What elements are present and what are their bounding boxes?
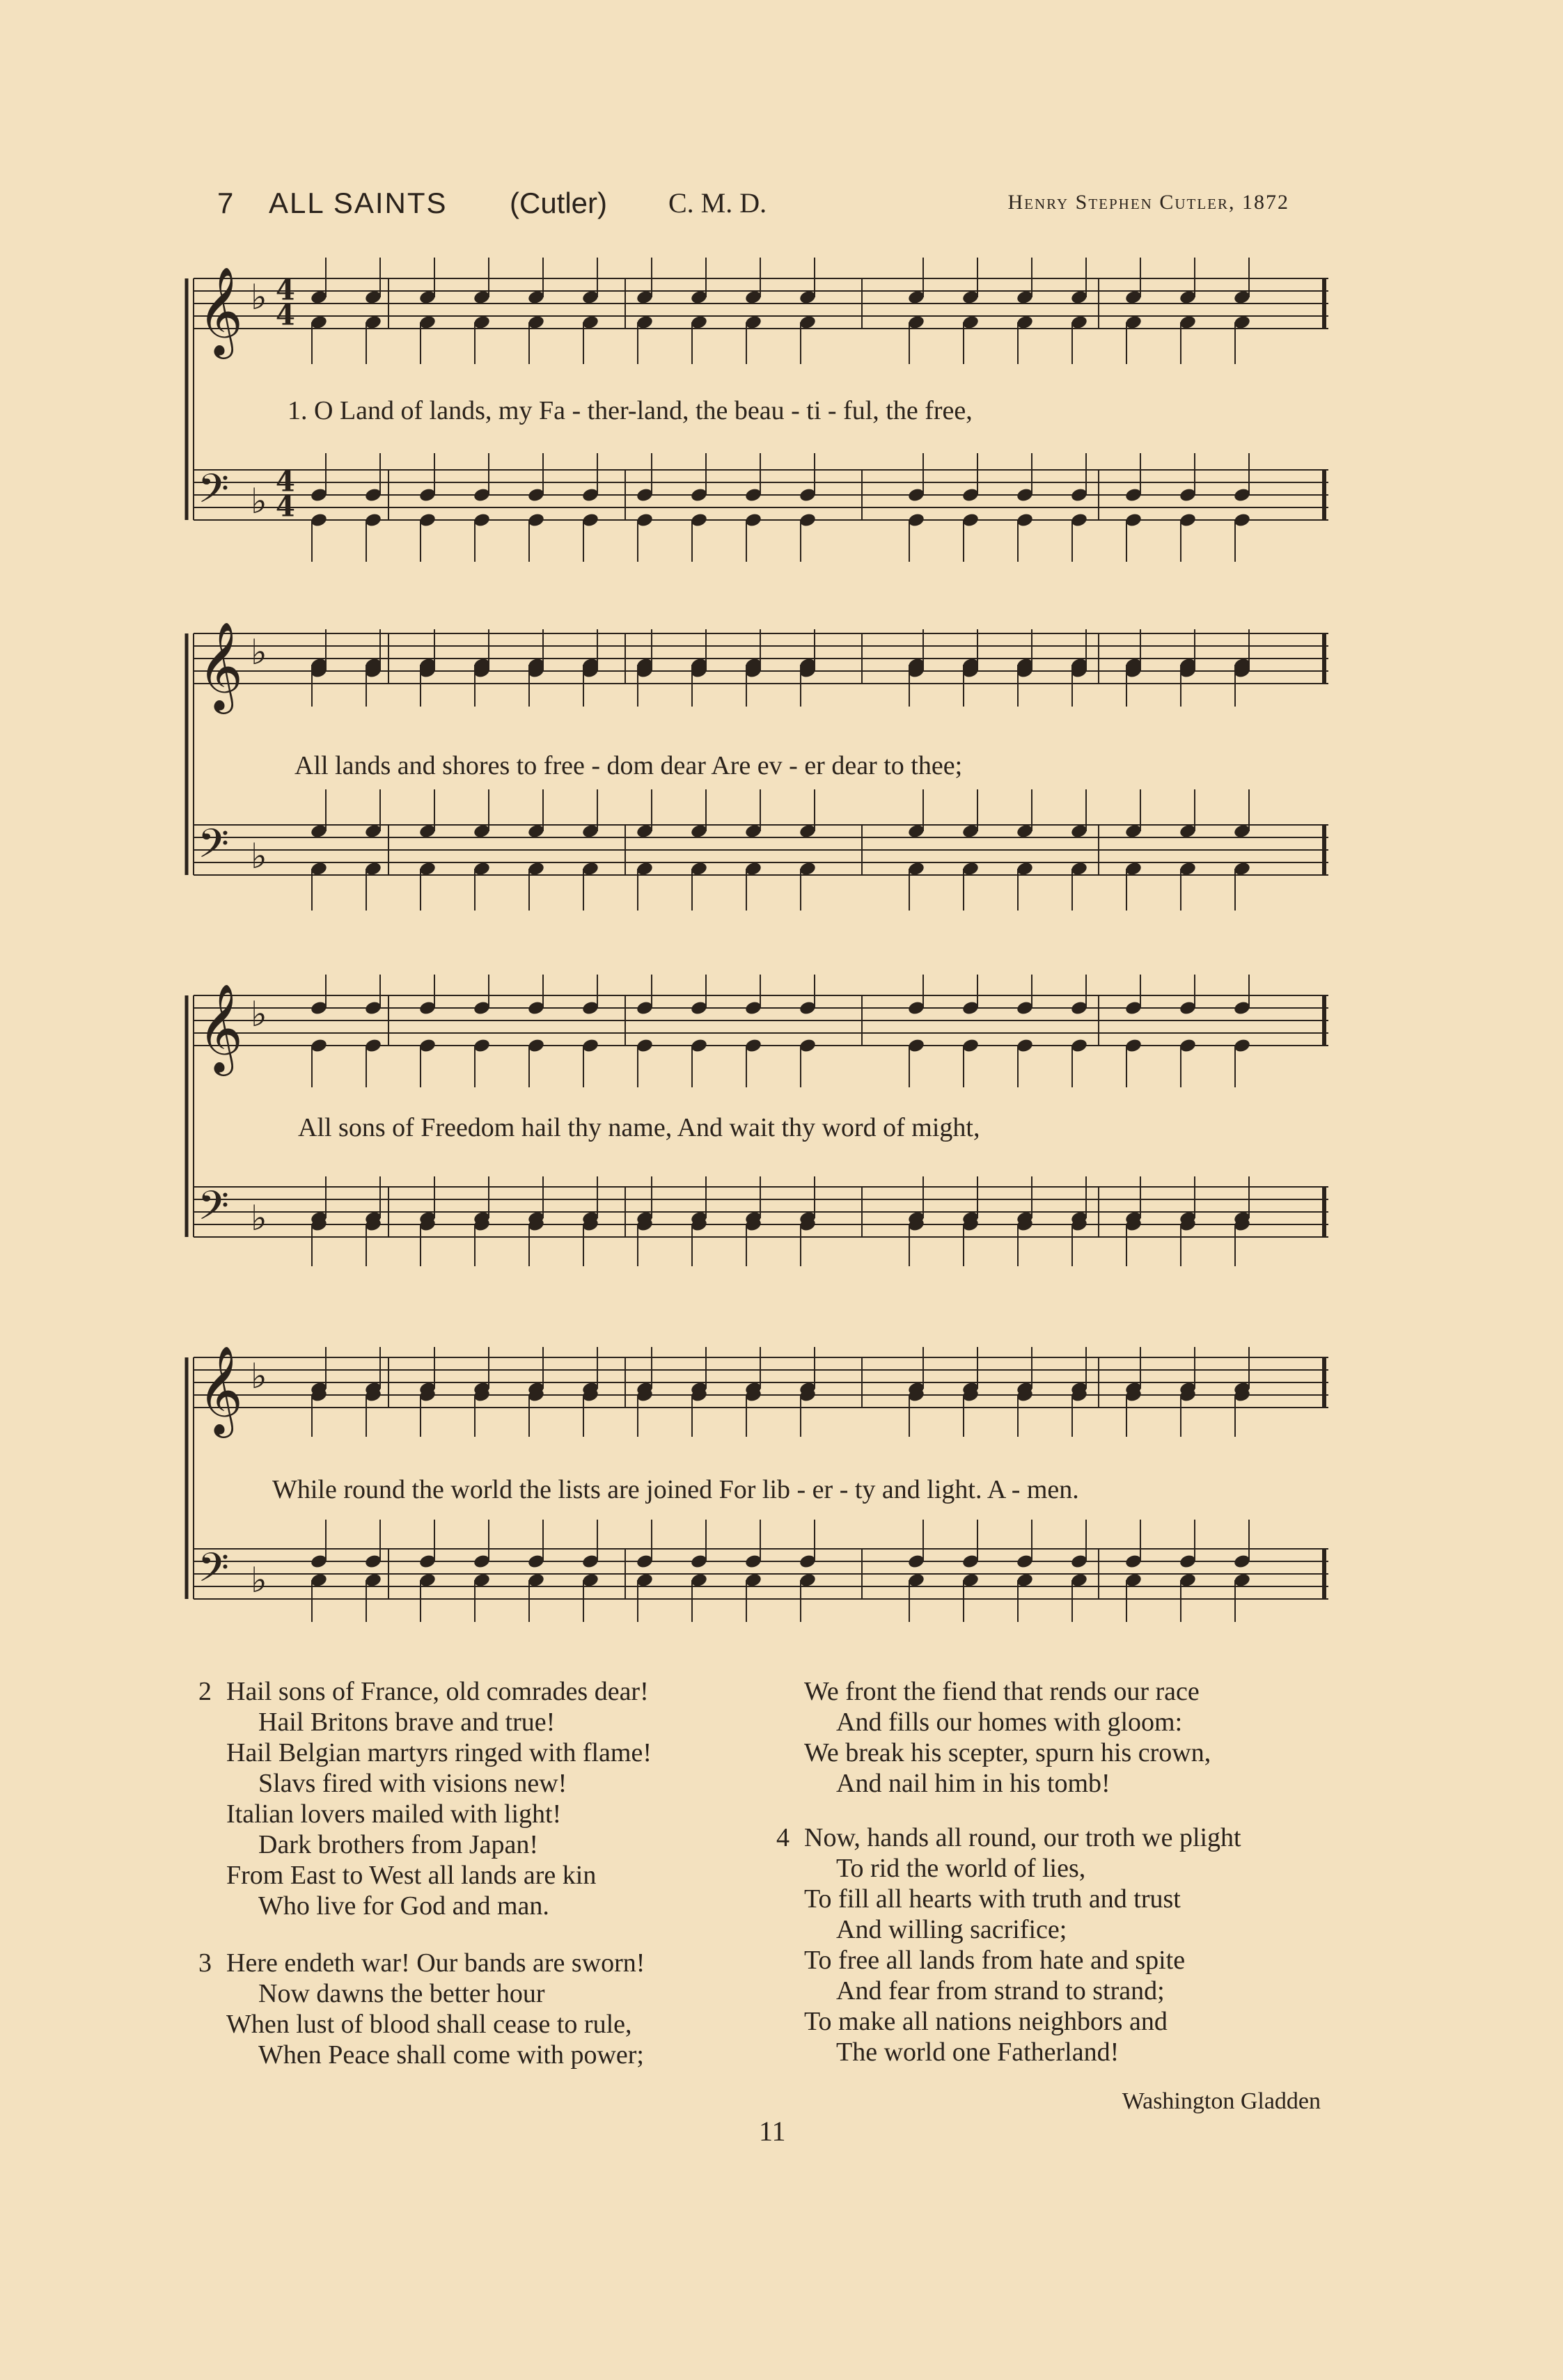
verse-line: To free all lands from hate and spite <box>804 1946 1186 1975</box>
svg-text:♭: ♭ <box>251 1356 267 1396</box>
svg-text:𝄢: 𝄢 <box>198 465 230 522</box>
stanza-3-lines <box>198 1948 645 2070</box>
verse-line: We break his scepter, spurn his crown, <box>804 1738 1211 1767</box>
svg-text:♭: ♭ <box>251 836 267 876</box>
verse-line: And willing sacrifice; <box>836 1915 1067 1944</box>
verse-number: 2 <box>198 1677 212 1706</box>
svg-text:4: 4 <box>276 465 295 498</box>
svg-text:4: 4 <box>276 490 295 523</box>
verse-line: And nail him in his tomb! <box>836 1769 1110 1798</box>
svg-text:♭: ♭ <box>251 632 267 672</box>
verse-line: When Peace shall come with power; <box>258 2040 644 2070</box>
lyric-line-4: While round the world the lists are joined For lib - er - ty and light. A - men. <box>272 1475 1079 1504</box>
svg-text:4: 4 <box>276 299 295 332</box>
tune-name: ALL SAINTS <box>269 187 448 219</box>
svg-text:𝄢: 𝄢 <box>198 820 230 877</box>
verse-line: And fear from strand to strand; <box>836 1976 1165 2005</box>
svg-text:♭: ♭ <box>251 277 267 317</box>
verse-line: When lust of blood shall cease to rule, <box>226 2010 632 2039</box>
composer-full: Henry Stephen Cutler, 1872 <box>1007 191 1289 214</box>
verse-line: To make all nations neighbors and <box>804 2007 1168 2036</box>
verse-line: Now dawns the better hour <box>258 1979 545 2008</box>
verse-number: 4 <box>776 1823 790 1852</box>
stanza-2-lines <box>198 1676 652 1921</box>
svg-text:𝄢: 𝄢 <box>198 1544 230 1601</box>
verse-number: 3 <box>198 1948 212 1978</box>
stanza-3b-lines <box>804 1676 1211 1799</box>
svg-text:𝄞: 𝄞 <box>198 621 244 710</box>
verse-line: Hail Britons brave and true! <box>258 1708 556 1737</box>
verse-line: Now, hands all round, our troth we plight <box>804 1823 1241 1852</box>
verse-line: Italian lovers mailed with light! <box>226 1799 562 1829</box>
verse-line: Here endeth war! Our bands are sworn! <box>226 1948 645 1978</box>
verse-line: Dark brothers from Japan! <box>258 1830 539 1859</box>
meter: C. M. D. <box>668 187 767 219</box>
verse-line: Who live for God and man. <box>258 1891 549 1921</box>
svg-text:♭: ♭ <box>251 1198 267 1238</box>
verse-line: The world one Fatherland! <box>836 2038 1120 2067</box>
verse-line: Hail sons of France, old comrades dear! <box>226 1677 649 1706</box>
svg-text:4: 4 <box>276 274 295 307</box>
composer-short: (Cutler) <box>510 187 608 219</box>
lyric-line-3: All sons of Freedom hail thy name, And wait thy word of might, <box>298 1113 980 1142</box>
verse-line: And fills our homes with gloom: <box>836 1708 1183 1737</box>
svg-text:♭: ♭ <box>251 994 267 1034</box>
verse-line: From East to West all lands are kin <box>226 1861 597 1890</box>
author-credit: Washington Gladden <box>1122 2088 1321 2114</box>
lyric-line-1: 1. O Land of lands, my Fa - ther-land, the beau - ti - ful, the free, <box>288 396 973 425</box>
page-number: 11 <box>759 2115 786 2147</box>
verse-line: Hail Belgian martyrs ringed with flame! <box>226 1738 652 1767</box>
verse-line: To rid the world of lies, <box>836 1854 1086 1883</box>
svg-text:♭: ♭ <box>251 481 267 521</box>
svg-text:𝄞: 𝄞 <box>198 1345 244 1434</box>
verse-line: To fill all hearts with truth and trust <box>804 1884 1181 1914</box>
verse-line: Slavs fired with visions new! <box>258 1769 567 1798</box>
svg-text:𝄞: 𝄞 <box>198 983 244 1072</box>
verse-line: We front the fiend that rends our race <box>804 1677 1200 1706</box>
svg-text:𝄞: 𝄞 <box>198 266 244 355</box>
hymn-number: 7 <box>217 187 234 219</box>
svg-text:𝄢: 𝄢 <box>198 1182 230 1239</box>
hymn-header <box>217 187 1289 228</box>
stanza-4-lines <box>776 1822 1241 2067</box>
svg-text:♭: ♭ <box>251 1560 267 1600</box>
lyric-line-2: All lands and shores to free - dom dear Are ev - er dear to thee; <box>294 751 963 780</box>
